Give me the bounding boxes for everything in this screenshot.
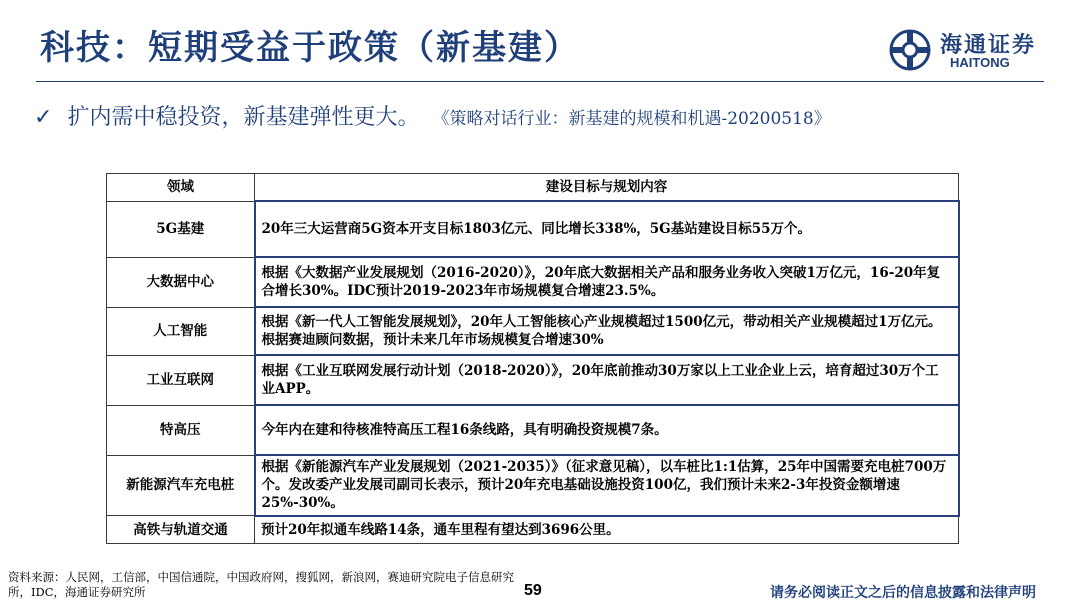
table-row xyxy=(107,516,959,544)
row-field: 高铁与轨道交通 xyxy=(107,516,255,544)
header-divider xyxy=(36,81,1044,82)
row-content: 根据《新能源汽车产业发展规划（2021-2035）》（征求意见稿），以车桩比1:1估算，25年中国需要充电桩700万个。发改委产业发展司副司长表示，预计20年充电基础设施投资100亿，我们预计未来2-3年投资金额增速25%-30%。 xyxy=(255,455,959,516)
haitong-logo xyxy=(888,26,1048,74)
table-row xyxy=(107,201,959,257)
table-row xyxy=(107,307,959,355)
haitong-logo-icon xyxy=(888,28,932,72)
page-number: 59 xyxy=(524,582,542,599)
new-infrastructure-table xyxy=(106,173,960,544)
column-header-content: 建设目标与规划内容 xyxy=(255,174,959,202)
row-content: 根据《新一代人工智能发展规划》，20年人工智能核心产业规模超过1500亿元，带动相关产业规模超过1万亿元。根据赛迪顾问数据，预计未来几年市场规模复合增速30% xyxy=(255,307,959,355)
row-content: 根据《工业互联网发展行动计划（2018-2020）》，20年底前推动30万家以上工业企业上云，培育超过30万个工业APP。 xyxy=(255,355,959,405)
row-content: 今年内在建和待核准特高压工程16条线路，具有明确投资规模7条。 xyxy=(255,405,959,455)
logo-chinese-name: 海通证券 xyxy=(940,32,1037,58)
row-field: 人工智能 xyxy=(107,307,255,355)
key-point-source: 《策略对话行业：新基建的规模和机遇-20200518》 xyxy=(432,109,831,129)
table-header-row xyxy=(107,174,959,202)
row-field: 5G基建 xyxy=(107,201,255,257)
row-field: 工业互联网 xyxy=(107,355,255,405)
column-header-field: 领域 xyxy=(107,174,255,202)
checkmark-icon: ✓ xyxy=(34,105,53,130)
row-field: 大数据中心 xyxy=(107,257,255,307)
data-source-note: 资料来源：人民网，工信部，中国信通院，中国政府网，搜狐网，新浪网，赛迪研究院电子信息研究所，IDC，海通证券研究所 xyxy=(8,570,514,599)
legal-disclaimer: 请务必阅读正文之后的信息披露和法律声明 xyxy=(770,585,1036,601)
slide-title: 科技：短期受益于政策（新基建） xyxy=(40,28,580,68)
key-point xyxy=(34,100,831,131)
key-point-text: 扩内需中稳投资，新基建弹性更大。 xyxy=(67,105,420,130)
row-content: 根据《大数据产业发展规划（2016-2020）》，20年底大数据相关产品和服务业务收入突破1万亿元，16-20年复合增长30%。IDC预计2019-2023年市场规模复合增速23.5%。 xyxy=(255,257,959,307)
logo-english-name: HAITONG xyxy=(950,55,1010,70)
table-row xyxy=(107,455,959,516)
row-content: 预计20年拟通车线路14条，通车里程有望达到3696公里。 xyxy=(255,516,959,544)
table-row xyxy=(107,405,959,455)
row-field: 特高压 xyxy=(107,405,255,455)
row-content: 20年三大运营商5G资本开支目标1803亿元、同比增长338%，5G基站建设目标55万个。 xyxy=(255,201,959,257)
table-row xyxy=(107,257,959,307)
table-row xyxy=(107,355,959,405)
row-field: 新能源汽车充电桩 xyxy=(107,455,255,516)
